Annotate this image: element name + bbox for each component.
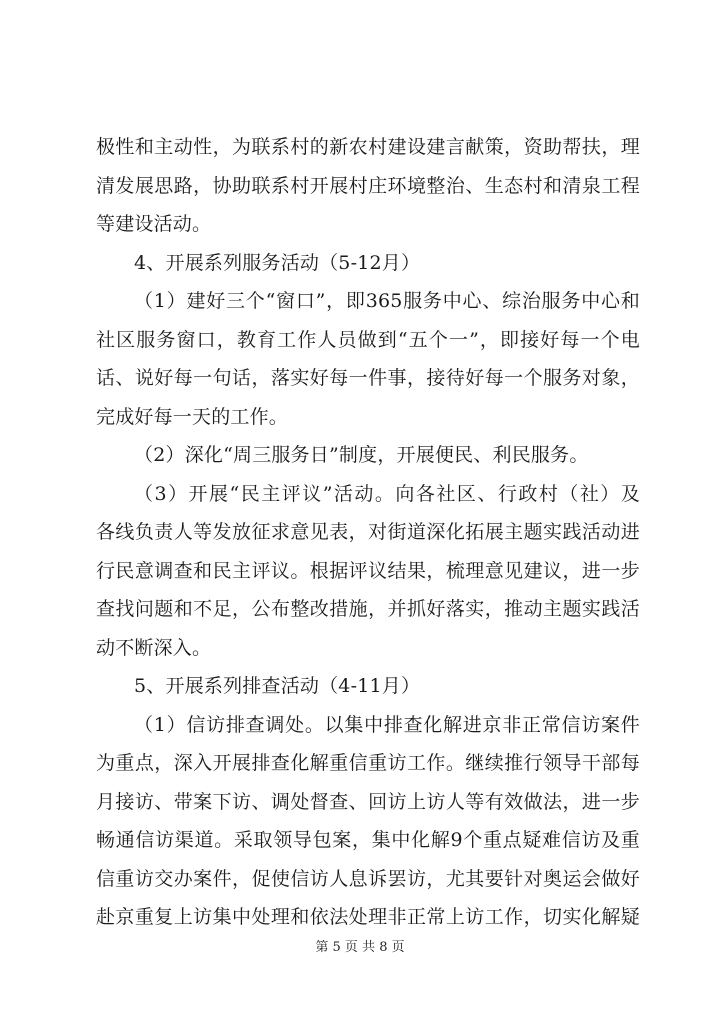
- paragraph-line: 赴京重复上访集中处理和依法处理非正常上访工作，切实化解疑: [96, 906, 640, 928]
- paragraph-line: （1）信访排查调处。以集中排查化解进京非正常信访案件: [134, 713, 640, 736]
- paragraph-line: 行民意调查和民主评议。根据评议结果，梳理意见建议，进一步: [96, 559, 640, 582]
- page-number-footer: 第 5 页 共 8 页: [315, 940, 405, 955]
- paragraph-line: 极性和主动性，为联系村的新农村建设建言献策，资助帮扶，理: [96, 136, 640, 158]
- paragraph-line: 话、说好每一句话，落实好每一件事，接待好每一个服务对象，: [96, 367, 640, 389]
- paragraph-line: 查找问题和不足，公布整改措施，并抓好落实，推动主题实践活: [96, 598, 640, 620]
- paragraph-line: 月接访、带案下访、调处督查、回访上访人等有效做法，进一步: [96, 790, 640, 813]
- paragraph-line: 动不断深入。: [96, 636, 212, 659]
- paragraph-line: 各线负责人等发放征求意见表，对街道深化拓展主题实践活动进: [96, 521, 640, 543]
- paragraph-line: 清发展思路，协助联系村开展村庄环境整治、生态村和清泉工程: [96, 174, 640, 197]
- paragraph-line: （2）深化“周三服务日”制度，开展便民、利民服务。: [134, 444, 589, 466]
- section-heading: 4、开展系列服务活动（5-12月）: [134, 251, 421, 274]
- paragraph-line: 社区服务窗口，教育工作人员做到“五个一”，即接好每一个电: [96, 328, 640, 351]
- section-heading: 5、开展系列排查活动（4-11月）: [134, 675, 421, 697]
- paragraph-line: （1）建好三个“窗口”，即365服务中心、综治服务中心和: [134, 290, 640, 312]
- paragraph-line: 畅通信访渠道。采取领导包案，集中化解9个重点疑难信访及重: [96, 829, 640, 851]
- paragraph-line: 为重点，深入开展排查化解重信重访工作。继续推行领导干部每: [96, 752, 640, 774]
- document-body: [96, 128, 640, 937]
- paragraph-line: （3）开展“民主评议”活动。向各社区、行政村（社）及: [134, 482, 640, 505]
- paragraph-line: 完成好每一天的工作。: [96, 405, 289, 428]
- paragraph-line: 信重访交办案件，促使信访人息诉罢访，尤其要针对奥运会做好: [96, 867, 640, 890]
- paragraph-line: 等建设活动。: [96, 213, 212, 235]
